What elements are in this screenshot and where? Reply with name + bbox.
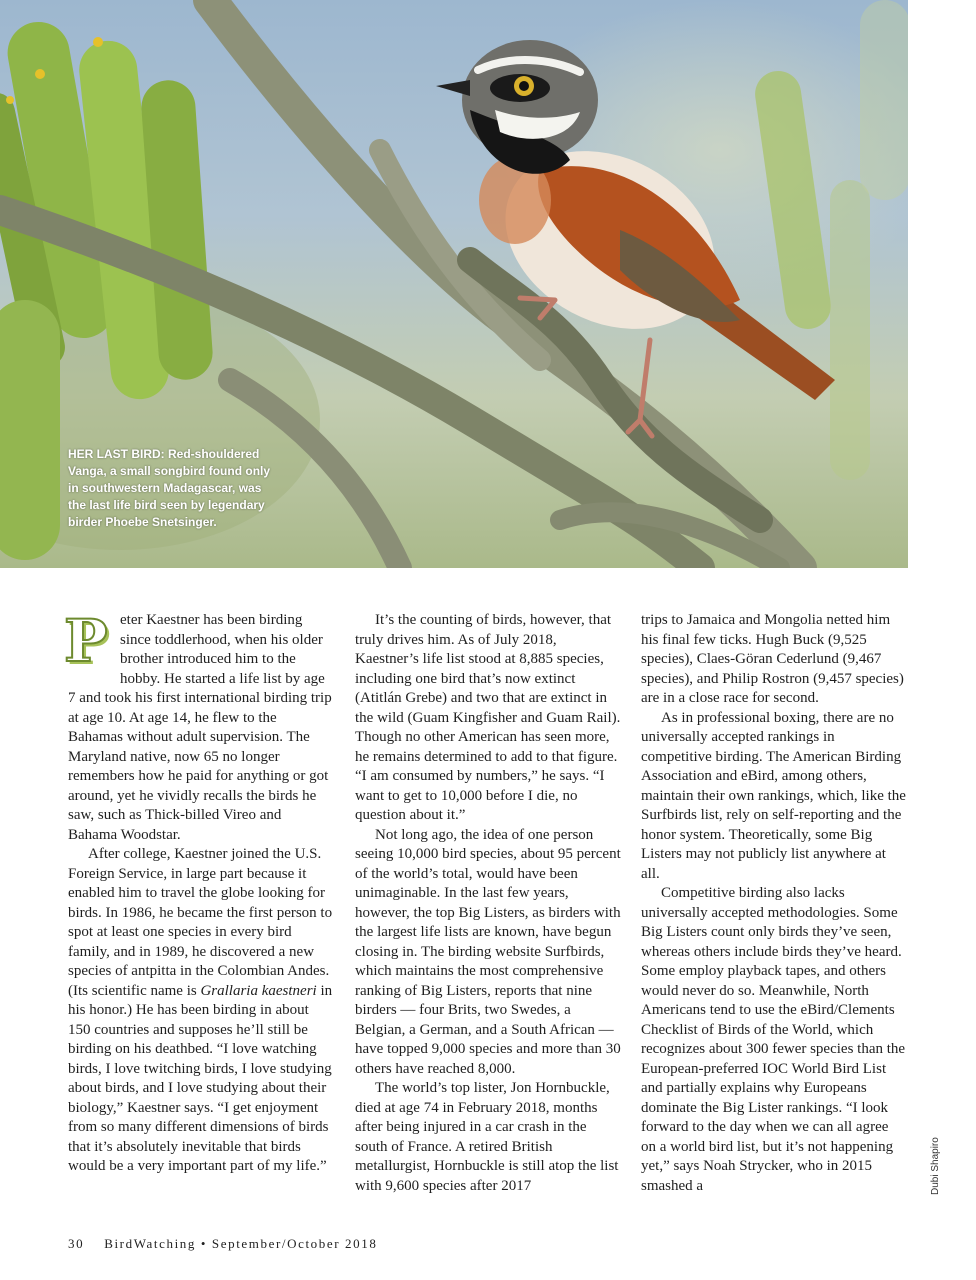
caption-text: Red-shouldered Vanga, a small songbird found only in southwestern Madagascar, was the last life bird seen by legendary birder Phoebe Snetsinger. [68, 447, 271, 529]
drop-cap: P [64, 607, 108, 675]
folio-separator: • [200, 1236, 208, 1251]
photo-credit: Dubi Shapiro [930, 1137, 941, 1195]
article-paragraph: As in professional boxing, there are no universally accepted rankings in competitive birding. The American Birding Association and eBird, among others, maintain their own rankings, which, like the Surfbirds list, rely on self-reporting and the honor system. Theoretically, some Big Listers may not publicly list anywhere at all. [641, 709, 906, 882]
article-paragraph: Competitive birding also lacks universally accepted methodologies. Some Big Listers count only birds they’ve seen, whereas others include birds they’ve heard. Some employ playback tapes, and others would never do so. Meanwhile, North Americans tend to use the eBird/Clements Checklist of Birds of the World, which recognizes about 300 fewer species than the European-preferred IOC World Bird List and partially explains why Europeans dominate the Big Lister rankings. “I look forward to the day when we can all agree on a world bird list, but it’s not happening yet,” says Noah Strycker, who in 2015 smashed a [641, 885, 906, 1194]
article-paragraph: After college, Kaestner joined the U.S. Foreign Service, in large part because it enabled him to travel the globe looking for birds. In 1986, he became the first person to spot at least one species in every bird family, and in 1989, he discovered a new species of antpitta in the Colombian Andes. (Its scientific name is Grallaria kaestneri in his honor.) He has been birding in about 150 countries and supposes he’ll still be birding on his deathbed. “I love watching birds, I love twitching birds, I love studying about birds, and I love studying about their biology,” Kaestner says. “I get enjoyment from so many different dimensions of birds that it’s absolutely inevitable that birds would be a very important part of my life.” [68, 846, 333, 1174]
hero-photo [0, 0, 908, 568]
page-footer [68, 1236, 377, 1252]
article-column-3 [641, 611, 907, 1196]
article-paragraph [64, 607, 334, 845]
article-column-1 [64, 607, 334, 1177]
caption-label: HER LAST BIRD: [68, 447, 165, 461]
lead-text: eter Kaestner has been birding since toddlerhood, when his older brother introduced him to the hobby. He started a life list by age 7 and took his first international birding trip at age 10. At age 14, he flew to the Bahamas without adult supervision. The Maryland native, now 65 no longer remembers how he paid for anything or got around, yet he vividly recalls the birds he saw, such as Thick-billed Vireo and Bahama Woodstar. [68, 612, 332, 843]
article-paragraph: The world’s top lister, Jon Hornbuckle, died at age 74 in February 2018, months after being injured in a car crash in the south of France. A retired British metallurgist, Hornbuckle is still atop the list with 9,600 species after 2017 [355, 1080, 619, 1194]
magazine-name: BirdWatching [104, 1236, 197, 1251]
issue-date: September/October 2018 [211, 1236, 378, 1251]
article-column-2 [355, 611, 621, 1196]
page-number: 30 [68, 1236, 85, 1251]
article-paragraph: trips to Jamaica and Mongolia netted him his final few ticks. Hugh Buck (9,525 species), Claes-Göran Cederlund (9,467 species), and Philip Rostron (9,457 species) are in a close race for second. [641, 612, 904, 706]
article-paragraph: It’s the counting of birds, however, that truly drives him. As of July 2018, Kaestner’s life list stood at 8,885 species, including one bird that’s now extinct (Atitlán Grebe) and two that are extinct in the wild (Guam Kingfisher and Guam Rail). Though no other American has seen more, he remains determined to add to that figure. “I am consumed by numbers,” he says. “I want to get to 10,000 before I die, no question about it.” [355, 612, 621, 823]
article-paragraph: Not long ago, the idea of one person seeing 10,000 bird species, about 95 percent of the world’s total, would have been unimaginable. In the last few years, however, the top Big Listers, as birders with the largest life lists are known, have begun closing in. The birding website Surfbirds, which maintains the most comprehensive ranking of Big Listers, reports that nine birders — four Brits, two Swedes, a Belgian, a German, and a South African — have topped 9,000 species and more than 30 others have reached 8,000. [355, 826, 621, 1077]
photo-caption [68, 446, 278, 531]
scientific-name: Grallaria kaestneri [200, 982, 317, 999]
